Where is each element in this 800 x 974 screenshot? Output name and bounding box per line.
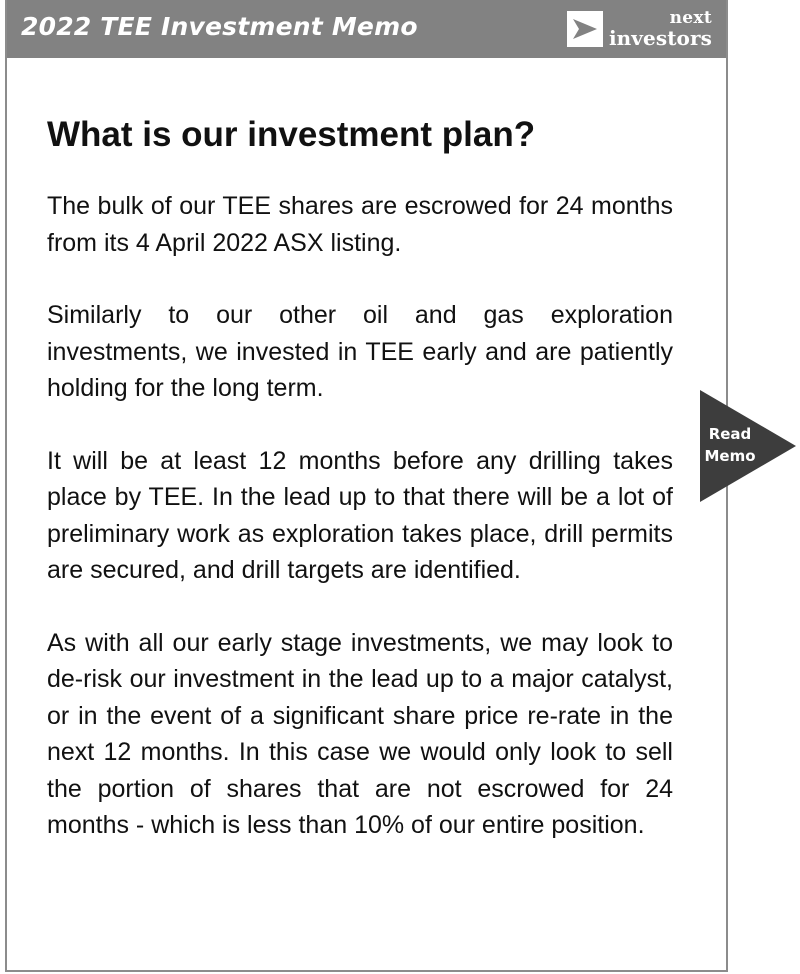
memo-header	[7, 0, 726, 58]
read-memo-label	[700, 423, 760, 467]
memo-card	[5, 0, 728, 972]
read-memo-line2: Memo	[704, 447, 756, 465]
read-memo-button[interactable]	[700, 390, 800, 502]
paragraph-de-risk: As with all our early stage investments, we may look to de-risk our investment in the lead up to a major catalyst, or in the event of a significant share price re-rate in the next 12 months. In this case we would only look to sell the portion of shares that are not escrowed for 24 months - which is less than 10% of our entire position.	[47, 628, 673, 839]
brand-logo-line1: next	[669, 8, 712, 28]
paragraph-drilling: It will be at least 12 months before any drilling takes place by TEE. In the lead up to that there will be a lot of preliminary work as exploration takes place, drill permits are secured, and drill targets are identified.	[47, 446, 673, 584]
brand-logo	[567, 8, 712, 50]
play-arrow-icon	[567, 11, 603, 47]
page-heading: What is our investment plan?	[47, 115, 536, 154]
paragraph-escrow: The bulk of our TEE shares are escrowed for 24 months from its 4 April 2022 ASX listing.	[47, 192, 673, 257]
read-memo-line1: Read	[708, 425, 752, 443]
memo-title: 2022 TEE Investment Memo	[21, 12, 418, 41]
paragraph-long-term: Similarly to our other oil and gas exploration investments, we invested in TEE early and are patiently holding for the long term.	[47, 301, 673, 402]
memo-body	[47, 108, 673, 880]
brand-logo-line2: investors	[608, 26, 712, 50]
brand-logo-text	[609, 10, 712, 48]
